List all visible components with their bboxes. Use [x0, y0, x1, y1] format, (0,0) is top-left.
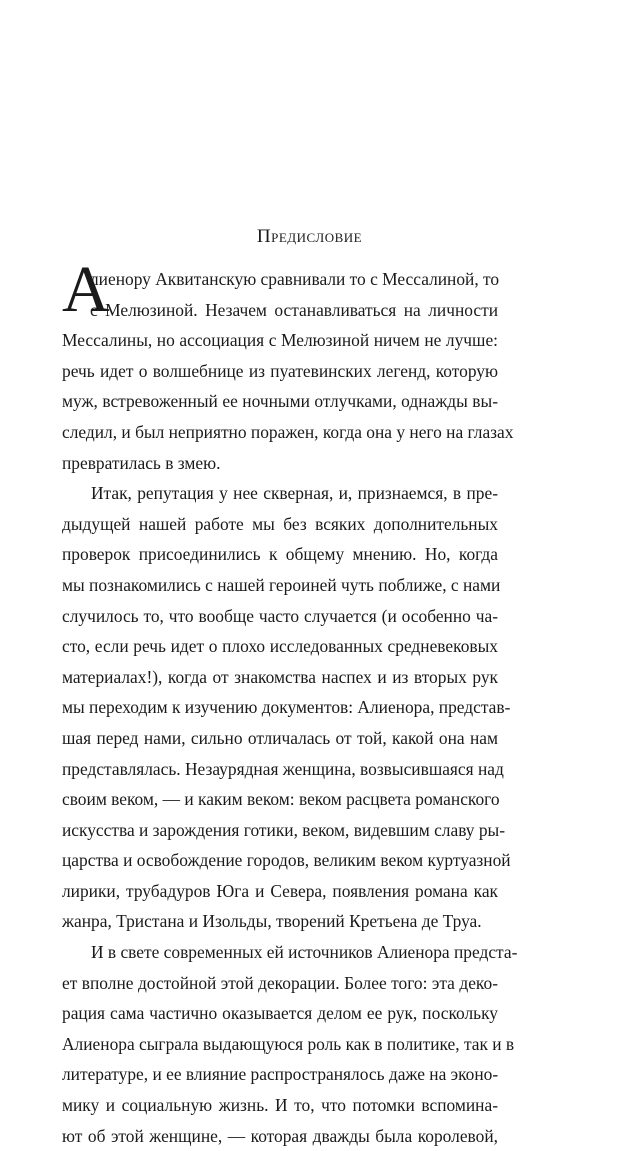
text-line: превратилась в змею. [62, 452, 221, 473]
text-line: дыдущей нашей работе мы без всяких дополнительных [62, 513, 498, 534]
text-line: речь идет о волшебнице из пуатевинских легенд, которую [62, 360, 498, 381]
text-line: материалах!), когда от знакомства наспех и из вторых рук [62, 666, 498, 687]
text-line: муж, встревоженный ее ночными отлучками, однажды вы- [62, 391, 498, 412]
text-line: Мессалины, но ассоциация с Мелюзиной ничем не лучше: [62, 330, 498, 351]
text-line: с Мелюзиной. Незачем останавливаться на личности [90, 299, 498, 320]
text-line: жанра, Тристана и Изольды, творений Кретьена де Труа. [62, 911, 482, 932]
text-line: своим веком, — и каким веком: веком расцвета романского [62, 789, 500, 810]
text-line: шая перед нами, сильно отличалась от той, какой она нам [62, 727, 498, 748]
text-line: представлялась. Незаурядная женщина, возвысившаяся над [62, 758, 504, 779]
chapter-heading: Предисловие [256, 226, 363, 247]
text-line: литературе, и ее влияние распространялось даже на эконо- [62, 1064, 499, 1085]
text-line: мику и социальную жизнь. И то, что потомки вспомина- [62, 1095, 498, 1116]
text-line: мы переходим к изучению документов: Алиенора, представ- [62, 697, 511, 718]
text-line: случилось то, что вообще часто случается (и особенно ча- [62, 605, 498, 626]
text-line: лирики, трубадуров Юга и Севера, появления романа как [62, 880, 498, 901]
text-line: рация сама частично оказывается делом ее рук, поскольку [62, 1003, 498, 1024]
text-line: Итак, репутация у нее скверная, и, признаемся, в пре- [91, 483, 498, 504]
text-line: мы познакомились с нашей героиней чуть поближе, с нами [62, 574, 501, 595]
text-line: проверок присоединились к общему мнению. Но, когда [62, 544, 498, 565]
text-line: сто, если речь идет о плохо исследованных средневековых [62, 636, 498, 657]
text-line: ет вполне достойной этой декорации. Более того: эта деко- [62, 972, 498, 993]
text-line: И в свете современных ей источников Алиенора предста- [91, 942, 518, 963]
drop-cap: А [62, 253, 110, 326]
text-line: ют об этой женщине, — которая дважды была королевой, [62, 1125, 498, 1146]
text-line: искусства и зарождения готики, веком, видевшим славу ры- [62, 819, 506, 840]
text-line: лиенору Аквитанскую сравнивали то с Мессалиной, то [90, 269, 500, 289]
text-line: царства и освобождение городов, великим веком куртуазной [62, 850, 511, 871]
body-text [62, 264, 518, 1151]
text-line: следил, и был неприятно поражен, когда она у него на глазах [62, 421, 514, 442]
text-line: Алиенора сыграла выдающуюся роль как в политике, так и в [62, 1033, 515, 1054]
